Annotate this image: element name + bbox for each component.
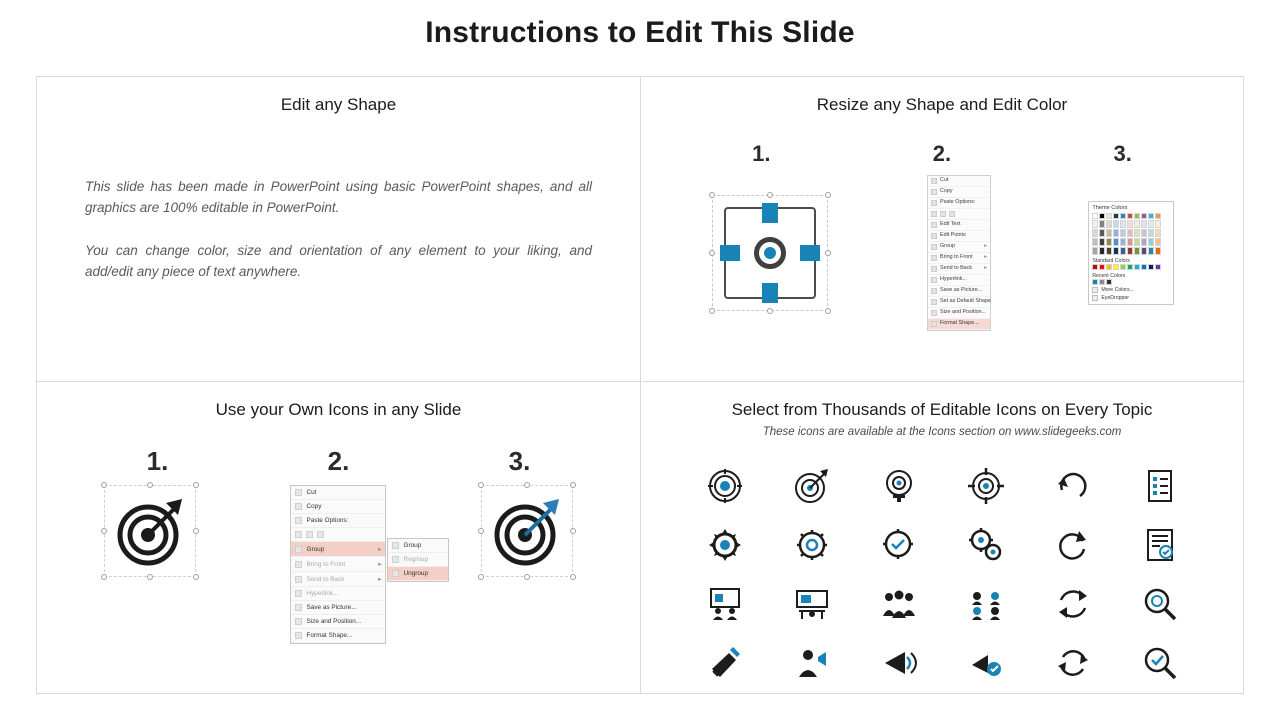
copy-icon (931, 189, 937, 195)
context-menu-item-label: Edit Points (939, 232, 966, 239)
context-menu-item[interactable] (291, 572, 385, 587)
people-presentation-icon[interactable] (705, 584, 745, 624)
paste-icon (931, 200, 937, 206)
resize-handle-w[interactable] (478, 528, 484, 534)
save-as-picture-icon (931, 288, 937, 294)
chevron-right-icon: ▸ (378, 561, 382, 568)
chevron-right-icon: ▸ (984, 265, 987, 272)
selection-frame (104, 485, 196, 577)
copy-icon (295, 503, 302, 510)
resize-handle-ne[interactable] (570, 482, 576, 488)
context-menu-item-label: Set as Default Shape (939, 298, 991, 305)
gear-outline-icon[interactable] (792, 525, 832, 565)
more-colors-item[interactable] (1092, 287, 1170, 293)
context-menu-item-format-shape[interactable] (928, 319, 990, 330)
selected-shape-figure (710, 193, 830, 313)
page-title: Instructions to Edit This Slide (425, 16, 855, 49)
more-colors-label: More Colors... (1101, 287, 1134, 293)
recent-colors-label: Recent Colors (1092, 273, 1126, 279)
send-to-back-icon (295, 576, 302, 583)
resize-handle-nw[interactable] (709, 192, 715, 198)
paste-option-icons[interactable] (291, 528, 385, 542)
circular-arrows-icon[interactable] (1053, 643, 1093, 683)
resize-step-1-number: 1. (752, 141, 771, 166)
save-as-picture-icon (295, 604, 302, 611)
theme-colors-shade-row (1092, 220, 1170, 228)
theme-colors-shade-row (1092, 238, 1170, 246)
context-menu-item[interactable] (291, 601, 385, 615)
context-menu-item-label: Edit Text (939, 221, 961, 228)
shape-center-dot (764, 247, 776, 259)
context-menu-item[interactable] (928, 198, 990, 209)
context-menu-item[interactable] (928, 187, 990, 198)
context-menu-item[interactable] (928, 231, 990, 242)
format-shape-icon (931, 321, 937, 327)
crosshair-target-icon[interactable] (966, 466, 1006, 506)
paste-option-icons[interactable] (928, 209, 990, 220)
paste-option-icon (306, 531, 313, 538)
theme-colors-label: Theme Colors (1092, 205, 1128, 211)
submenu-item-label: Regroup (403, 556, 428, 563)
resize-handle-s[interactable] (147, 574, 153, 580)
context-menu-item-label: Copy (306, 503, 322, 510)
submenu-item-ungroup[interactable] (388, 567, 448, 581)
context-menu-item[interactable] (928, 220, 990, 231)
own-icons-step-1-number: 1. (146, 446, 169, 476)
context-menu-item-label: Bring to Front (306, 560, 346, 568)
context-menu-item[interactable] (928, 308, 990, 319)
chevron-right-icon: ▸ (378, 546, 382, 553)
megaphone-left-icon[interactable] (879, 643, 919, 683)
panel-editable-icons (640, 381, 1244, 694)
resize-handle-s[interactable] (524, 574, 530, 580)
context-menu-item[interactable] (291, 557, 385, 572)
resize-handle-e[interactable] (825, 250, 831, 256)
context-menu-item-label: Group (306, 545, 325, 553)
context-menu-item-label: Format Shape... (306, 632, 353, 639)
context-menu-item[interactable] (291, 486, 385, 500)
person-speaker-icon[interactable] (792, 643, 832, 683)
context-menu-item[interactable] (928, 275, 990, 286)
resize-handle-n[interactable] (524, 482, 530, 488)
panel-grid (36, 76, 1244, 694)
context-menu-item-label: Save as Picture... (939, 287, 983, 294)
context-menu-item[interactable] (928, 264, 990, 275)
context-menu-item-label: Send to Back (939, 265, 973, 272)
chevron-right-icon: ▸ (378, 576, 382, 583)
resize-handle-ne[interactable] (825, 192, 831, 198)
panel-title-resize-shape: Resize any Shape and Edit Color (816, 95, 1068, 114)
icon-gallery (681, 456, 1203, 692)
paste-option-icon (317, 531, 324, 538)
context-menu-item-label: Group (939, 243, 955, 250)
resize-handle-e[interactable] (193, 528, 199, 534)
magnifier-icon[interactable] (1140, 584, 1180, 624)
context-menu-item-label: Bring to Front (939, 254, 973, 261)
edit-text-icon (931, 222, 937, 228)
hyperlink-icon (931, 277, 937, 283)
theme-colors-shade-row (1092, 247, 1170, 255)
default-shape-icon (931, 299, 937, 305)
context-menu-item[interactable] (928, 242, 990, 253)
gear-check-icon[interactable] (879, 525, 919, 565)
panel-subtitle-editable-icons: These icons are available at the Icons section on www.slidegeeks.com (762, 426, 1122, 438)
resize-handle-se[interactable] (570, 574, 576, 580)
theme-colors-shade-row (1092, 229, 1170, 237)
target-icon-figure-1 (104, 485, 196, 577)
resize-step-numbers (641, 141, 1243, 167)
submenu-item-label: Group (403, 542, 422, 549)
panel-title-edit-shape: Edit any Shape (280, 95, 397, 114)
own-icons-step-3-number: 3. (508, 446, 531, 476)
standard-colors-label: Standard Colors (1092, 258, 1130, 264)
resize-handle-e[interactable] (570, 528, 576, 534)
send-to-back-icon (931, 266, 937, 272)
context-menu-item[interactable] (928, 176, 990, 187)
refresh-arrow-icon[interactable] (1053, 466, 1093, 506)
panel-title-editable-icons: Select from Thousands of Editable Icons on Every Topic (731, 400, 1153, 419)
document-list-icon[interactable] (1140, 466, 1180, 506)
theme-colors-row (1092, 213, 1170, 219)
gear-solid-icon[interactable] (705, 525, 745, 565)
bring-to-front-icon (931, 255, 937, 261)
more-colors-icon (1092, 287, 1098, 293)
resize-handle-sw[interactable] (709, 308, 715, 314)
submenu-item-group[interactable] (388, 539, 448, 553)
shape-tab-top (762, 203, 778, 223)
context-menu-item-label: Hyperlink... (939, 276, 967, 283)
shape-tab-left (720, 245, 740, 261)
context-menu-item-label: Size and Position... (939, 309, 987, 316)
eyedropper-item[interactable] (1092, 295, 1170, 301)
context-menu-item-label: Cut (939, 177, 949, 184)
megaphone-check-icon[interactable] (966, 643, 1006, 683)
chevron-right-icon: ▸ (984, 254, 987, 261)
cut-icon (931, 178, 937, 184)
paste-option-icon (940, 211, 946, 217)
target-trophy-icon[interactable] (879, 466, 919, 506)
resize-step-figures (641, 175, 1243, 331)
regroup-icon (392, 556, 399, 563)
megaphone-up-icon[interactable] (705, 643, 745, 683)
bring-to-front-icon (295, 561, 302, 568)
resize-handle-n[interactable] (767, 192, 773, 198)
resize-handle-s[interactable] (767, 308, 773, 314)
context-menu-item[interactable] (291, 615, 385, 629)
panel-resize-shape (640, 76, 1244, 381)
context-menu-item-label: Size and Position... (306, 618, 362, 625)
shape-context-menu[interactable] (927, 175, 991, 331)
format-shape-icon (295, 632, 302, 639)
panel-own-icons (36, 381, 640, 694)
context-menu-item[interactable] (928, 297, 990, 308)
panel-edit-any-shape (36, 76, 640, 381)
edit-shape-paragraph-2: You can change color, size and orientation of any element to your liking, and add/edit any piece of text anywhere. (85, 242, 592, 279)
submenu-item-label: Ungroup (403, 570, 428, 577)
paste-option-icon (949, 211, 955, 217)
size-position-icon (295, 618, 302, 625)
submenu-item-regroup[interactable] (388, 553, 448, 567)
group-icon (295, 546, 302, 553)
context-menu-item[interactable] (291, 629, 385, 643)
selection-frame (481, 485, 573, 577)
resize-handle-se[interactable] (825, 308, 831, 314)
people-meeting-icon[interactable] (792, 584, 832, 624)
document-check-icon[interactable] (1140, 525, 1180, 565)
sync-arrows-icon[interactable] (1053, 584, 1093, 624)
edit-points-icon (931, 233, 937, 239)
recent-colors-row (1092, 279, 1170, 285)
context-menu-item-label: Format Shape... (939, 320, 979, 327)
hyperlink-icon (295, 590, 302, 597)
target-icon-figure-2 (481, 485, 573, 577)
group-icon (392, 542, 399, 549)
context-menu-item[interactable] (291, 514, 385, 528)
resize-handle-ne[interactable] (193, 482, 199, 488)
rotate-arrow-icon[interactable] (1053, 525, 1093, 565)
resize-step-2-number: 2. (932, 141, 952, 166)
context-menu-item-label: Copy (939, 188, 953, 195)
shape-tab-bottom (762, 283, 778, 303)
group-icon (931, 244, 937, 250)
standard-colors-row (1092, 264, 1170, 270)
own-icons-step-2-number: 2. (327, 446, 350, 476)
context-menu-item-label: Hyperlink... (306, 590, 339, 597)
resize-handle-sw[interactable] (101, 574, 107, 580)
group-people-icon[interactable] (879, 584, 919, 624)
own-icons-step-numbers (37, 446, 640, 477)
gears-pair-icon[interactable] (966, 525, 1006, 565)
context-menu-item-label: Cut (306, 489, 317, 496)
context-menu-item-group[interactable] (291, 542, 385, 557)
team-group-icon[interactable] (966, 584, 1006, 624)
eyedropper-label: EyeDropper (1101, 295, 1129, 301)
resize-handle-nw[interactable] (478, 482, 484, 488)
context-menu-item[interactable] (928, 286, 990, 297)
target-arrow-icon[interactable] (792, 466, 832, 506)
paste-icon (295, 517, 302, 524)
ungroup-icon (392, 570, 399, 577)
search-check-icon[interactable] (1140, 643, 1180, 683)
context-menu-item-label: Paste Options: (939, 199, 976, 206)
resize-handle-sw[interactable] (478, 574, 484, 580)
group-submenu[interactable] (387, 538, 449, 582)
chevron-right-icon: ▸ (984, 243, 987, 250)
eyedropper-icon (1092, 295, 1098, 301)
panel-title-own-icons: Use your Own Icons in any Slide (215, 400, 462, 419)
context-menu-item-label: Send to Back (306, 575, 345, 583)
theme-colors-panel[interactable] (1088, 201, 1174, 305)
edit-shape-paragraph-1: This slide has been made in PowerPoint using basic PowerPoint shapes, and all graphics are 100% editable in PowerPoint. (85, 179, 592, 215)
context-menu-item-label: Save as Picture... (306, 604, 357, 611)
resize-handle-se[interactable] (193, 574, 199, 580)
paste-option-icon (931, 211, 937, 217)
context-menu-item[interactable] (291, 587, 385, 601)
own-icons-figures (37, 485, 640, 644)
paste-option-icon (295, 531, 302, 538)
target-circles-icon[interactable] (705, 466, 745, 506)
cut-icon (295, 489, 302, 496)
shape-tab-right (800, 245, 820, 261)
context-menu-item[interactable] (291, 500, 385, 514)
context-menu-item[interactable] (928, 253, 990, 264)
size-position-icon (931, 310, 937, 316)
resize-step-3-number: 3. (1113, 141, 1132, 166)
context-menu-item-label: Paste Options: (306, 517, 349, 524)
resize-handle-w[interactable] (709, 250, 715, 256)
group-context-menu[interactable] (290, 485, 428, 644)
